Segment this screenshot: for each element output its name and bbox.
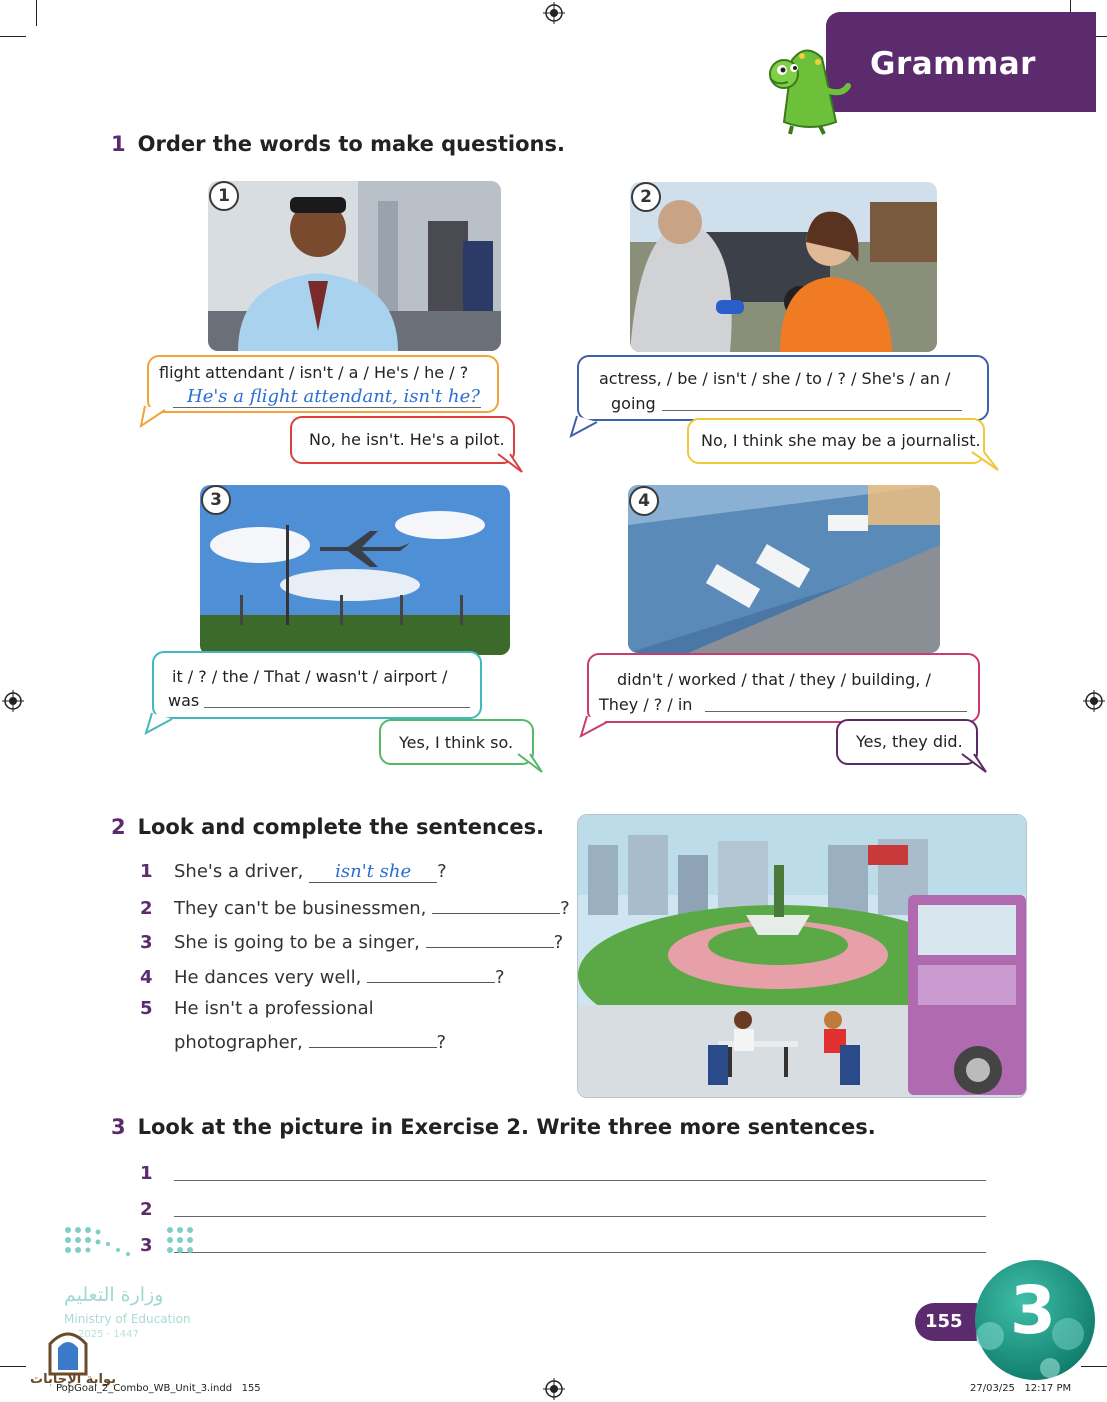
- bubble-tail: [139, 404, 169, 430]
- registration-mark-icon: [543, 1378, 565, 1400]
- sentence-text: She is going to be a singer,: [174, 932, 420, 953]
- reply-bubble-1: [290, 416, 515, 464]
- ministry-dots-logo-icon: [62, 1224, 202, 1272]
- sentence-number: 2: [140, 898, 153, 919]
- item-badge: 3: [201, 485, 231, 515]
- bubble-tail: [579, 714, 609, 740]
- reply-bubble-2: [687, 418, 985, 464]
- reply-text: Yes, they did.: [856, 732, 963, 751]
- writing-line-number: 3: [140, 1235, 153, 1256]
- writing-line[interactable]: [174, 1180, 986, 1181]
- item-badge: 2: [631, 182, 661, 212]
- sentence-text: She's a driver,: [174, 861, 304, 882]
- prompt-line2: was: [168, 691, 200, 710]
- sentence-1: [140, 861, 447, 883]
- prompt-line2: They / ? / in: [599, 695, 693, 714]
- registration-mark-icon: [2, 690, 24, 712]
- prompt-text: flight attendant / isn't / a / He's / he / ?: [159, 363, 469, 382]
- exercise3-instruction: Look at the picture in Exercise 2. Write three more sentences.: [137, 1115, 876, 1139]
- page-number: 155: [925, 1311, 963, 1332]
- question-bubble-1: [147, 355, 499, 413]
- watermark-text: بوابة الإجابات: [30, 1372, 116, 1387]
- file-timestamp: 27/03/25 12:17 PM: [970, 1383, 1072, 1394]
- photo-trucks: [628, 485, 940, 653]
- reply-text: No, I think she may be a journalist.: [701, 431, 981, 450]
- bubble-tail: [569, 414, 599, 440]
- prompt-line1: it / ? / the / That / wasn't / airport /: [172, 667, 448, 686]
- question-bubble-3: [152, 651, 482, 719]
- answer-blank: [432, 895, 560, 914]
- prompt-line2: going: [611, 394, 656, 413]
- reply-bubble-4: [836, 719, 978, 765]
- question-mark: ?: [437, 861, 447, 882]
- writing-line[interactable]: [174, 1216, 986, 1217]
- answer-text: isn't she: [335, 861, 412, 882]
- writing-line-number: 2: [140, 1199, 153, 1220]
- sentence-3: [140, 929, 563, 953]
- bubble-tail: [144, 711, 174, 737]
- bubble-tail: [960, 752, 990, 776]
- sentence-5-continued: [174, 1029, 446, 1053]
- answer-blank: [309, 861, 437, 883]
- answer-text: He's a flight attendant, isn't he?: [187, 386, 480, 407]
- crop-mark: [0, 36, 26, 37]
- photo-pilot: [208, 181, 501, 351]
- question-bubble-4: [587, 653, 980, 723]
- crop-mark: [36, 0, 37, 26]
- crop-mark: [0, 1366, 26, 1367]
- item-badge: 4: [629, 486, 659, 516]
- ministry-name-arabic: وزارة التعليم: [64, 1284, 164, 1306]
- writing-line[interactable]: [174, 1252, 986, 1253]
- question-mark: ?: [495, 967, 505, 988]
- answer-line: [173, 407, 481, 408]
- photo-airport: [200, 485, 510, 655]
- sentence-text: They can't be businessmen,: [174, 898, 427, 919]
- question-bubble-2: [577, 355, 989, 421]
- registration-mark-icon: [1083, 690, 1105, 712]
- ministry-name-english: Ministry of Education: [64, 1312, 191, 1326]
- illustration-park-scene: [577, 814, 1027, 1098]
- item-badge: 1: [209, 181, 239, 211]
- sentence-2: [140, 895, 570, 919]
- sentence-text: He isn't a professional: [174, 998, 374, 1019]
- answer-blank: [426, 929, 554, 948]
- prompt-line1: actress, / be / isn't / she / to / ? / She's / an /: [599, 369, 951, 388]
- registration-mark-icon: [543, 2, 565, 24]
- exercise3-heading: [111, 1115, 876, 1139]
- sentence-text: He dances very well,: [174, 967, 362, 988]
- grammar-tab: [826, 12, 1096, 112]
- answer-line: [662, 410, 962, 411]
- answer-blank: [309, 1029, 437, 1048]
- page-number-badge: [915, 1303, 977, 1341]
- grammar-title: Grammar: [870, 46, 1036, 82]
- sentence-number: 3: [140, 932, 153, 953]
- reply-bubble-3: [379, 719, 534, 765]
- exercise1-number: 1: [111, 132, 126, 156]
- photo-interview: [630, 182, 937, 352]
- unit-number: 3: [1010, 1272, 1056, 1349]
- exercise3-number: 3: [111, 1115, 126, 1139]
- exercise1-heading: [111, 132, 565, 156]
- bubble-tail: [970, 450, 1002, 474]
- sentence-text: photographer,: [174, 1032, 303, 1053]
- ministry-year: 2025 - 1447: [78, 1329, 139, 1340]
- sentence-number: 4: [140, 967, 153, 988]
- reply-text: Yes, I think so.: [399, 733, 514, 752]
- exercise1-instruction: Order the words to make questions.: [137, 132, 565, 156]
- exercise2-heading: [111, 815, 544, 839]
- bubble-tail: [496, 452, 526, 476]
- sentence-number: 5: [140, 998, 153, 1019]
- exercise2-number: 2: [111, 815, 126, 839]
- file-slug: PopGoal_2_Combo_WB_Unit_3.indd 155: [56, 1383, 261, 1394]
- writing-line-number: 1: [140, 1163, 153, 1184]
- question-mark: ?: [436, 1032, 447, 1053]
- bubble-tail: [516, 752, 546, 776]
- sentence-number: 1: [140, 861, 153, 882]
- question-mark: ?: [553, 932, 564, 953]
- answer-line: [705, 711, 967, 712]
- exercise2-instruction: Look and complete the sentences.: [137, 815, 545, 839]
- answer-line: [204, 707, 470, 708]
- question-mark: ?: [560, 898, 570, 919]
- monster-mascot-icon: [762, 40, 858, 136]
- sentence-5: [140, 998, 374, 1019]
- reply-text: No, he isn't. He's a pilot.: [309, 430, 505, 449]
- watermark-emblem-icon: [46, 1326, 90, 1376]
- answer-blank: [367, 964, 495, 983]
- sentence-4: [140, 964, 505, 988]
- prompt-line1: didn't / worked / that / they / building, /: [617, 670, 931, 689]
